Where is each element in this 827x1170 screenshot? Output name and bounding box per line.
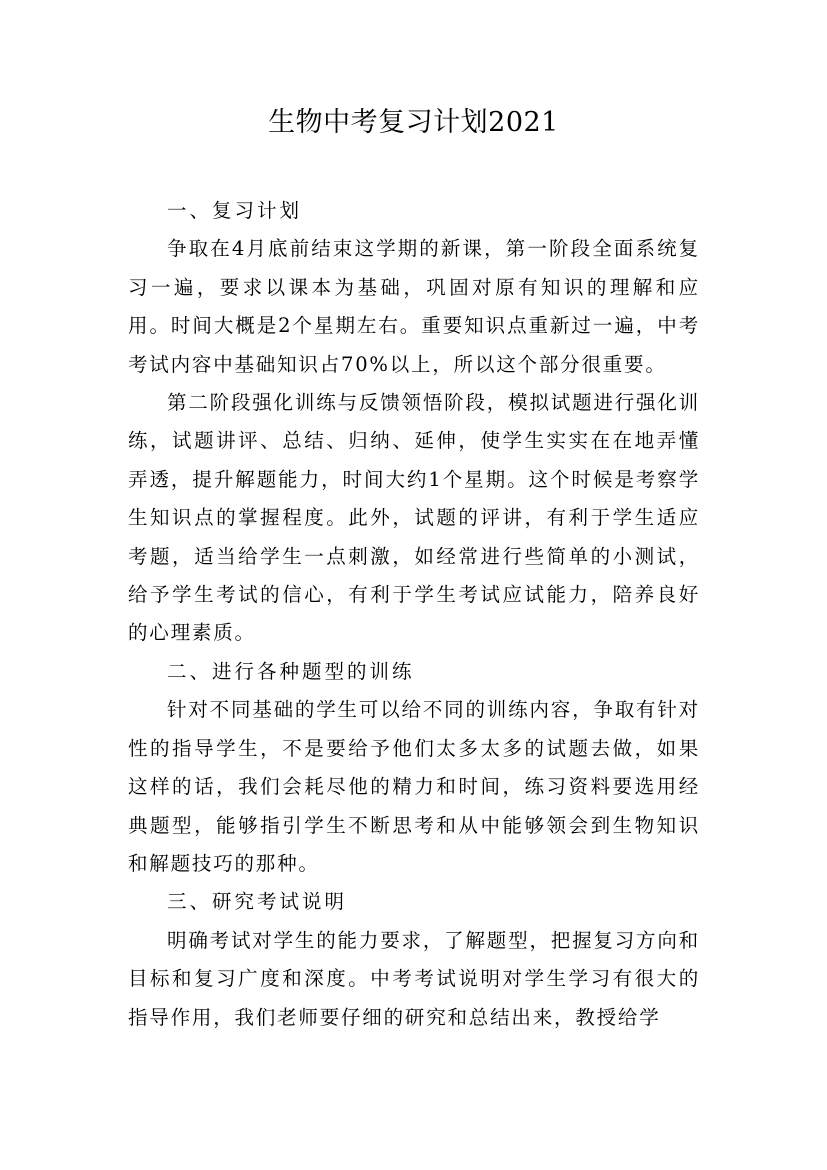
- section-heading-review-plan: 一、复习计划: [167, 199, 303, 222]
- paragraph-exam-guide: 明确考试对学生的能力要求，了解题型，把握复习方向和目标和复习广度和深度。中考考试说明对学生学习有很大的指导作用，我们老师要仔细的研究和总结出来，教授给学: [128, 928, 700, 1029]
- paragraph-phase-one: 争取在4月底前结束这学期的新课，第一阶段全面系统复习一遍，要求以课本为基础，巩固对原有知识的理解和应用。时间大概是2个星期左右。重要知识点重新过一遍，中考考试内容中基础知识占70%以上，所以这个部分很重要。: [128, 237, 700, 376]
- document-body: [128, 192, 700, 1037]
- section-heading-exam-guide: 三、研究考试说明: [167, 890, 348, 914]
- paragraph-phase-two: 第二阶段强化训练与反馈领悟阶段，模拟试题进行强化训练，试题讲评、总结、归纳、延伸，使学生实实在在地弄懂弄透，提升解题能力，时间大约1个星期。这个时候是考察学生知识点的掌握程度。此外，试题的评讲，有利于学生适应考题，适当给学生一点刺激，如经常进行些简单的小测试，给予学生考试的信心，有利于学生考试应试能力，陪养良好的心理素质。: [128, 391, 700, 645]
- document-title: 生物中考复习计划2021: [268, 107, 559, 138]
- paragraph-question-training: 针对不同基础的学生可以给不同的训练内容，争取有针对性的指导学生，不是要给予他们太多太多的试题去做，如果这样的话，我们会耗尽他的精力和时间，练习资料要选用经典题型，能够指引学生不断思考和从中能够领会到生物知识和解题技巧的那种。: [128, 698, 700, 875]
- section-heading-question-training: 二、进行各种题型的训练: [167, 659, 415, 683]
